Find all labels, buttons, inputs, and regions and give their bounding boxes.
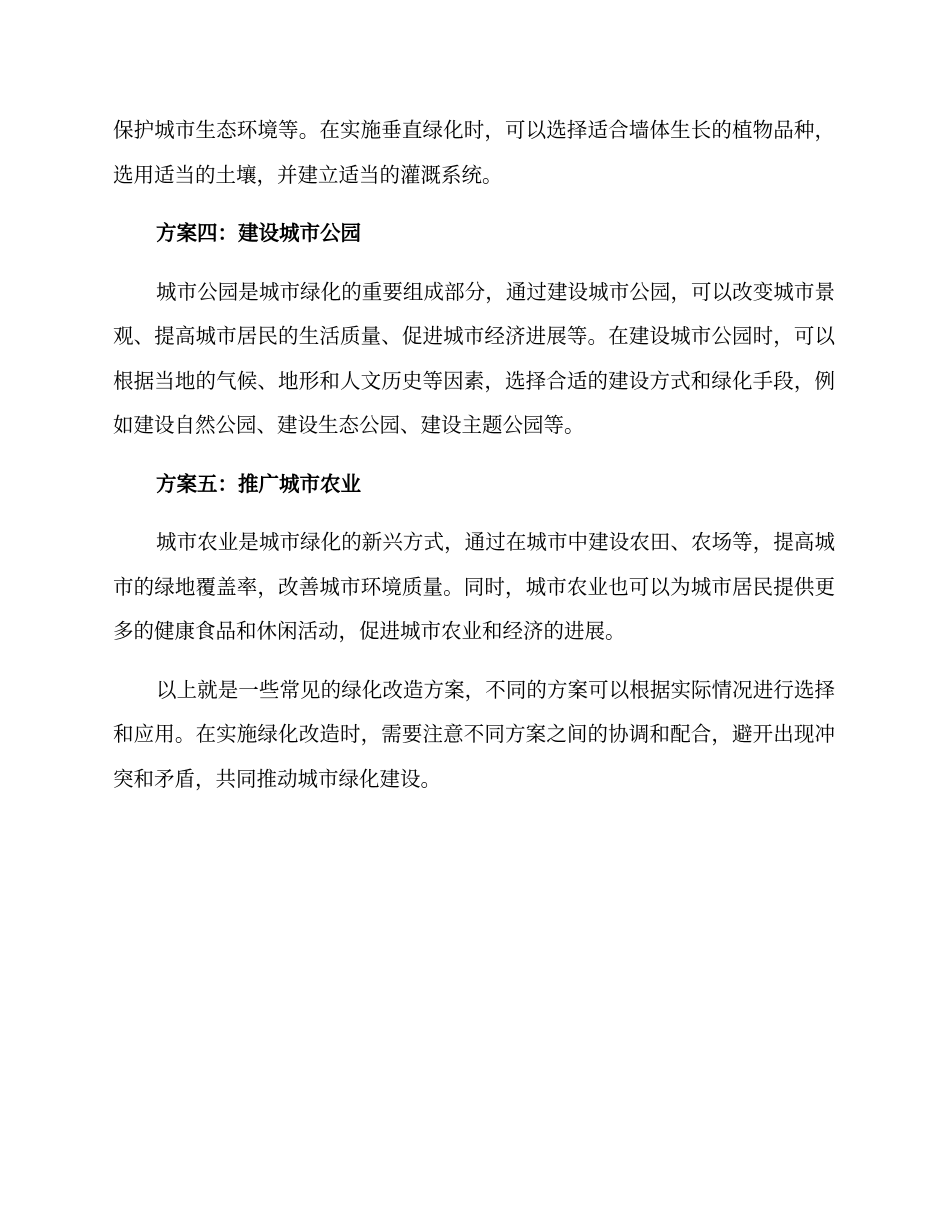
paragraph-city-park: 城市公园是城市绿化的重要组成部分，通过建设城市公园，可以改变城市景观、提高城市居民的生活质量、促进城市经济进展等。在建设城市公园时，可以根据当地的气候、地形和人文历史等因素，选择合适的建设方式和绿化手段，例如建设自然公园、建设生态公园、建设主题公园等。 [113, 279, 835, 437]
heading-plan-four: 方案四：建设城市公园 [156, 221, 361, 245]
document-body [113, 108, 835, 801]
paragraph-vertical-greening-end: 保护城市生态环境等。在实施垂直绿化时，可以选择适合墙体生长的植物品种，选用适当的土壤，并建立适当的灌溉系统。 [113, 118, 835, 187]
heading-plan-five: 方案五：推广城市农业 [156, 471, 361, 496]
paragraph-conclusion: 以上就是一些常见的绿化改造方案，不同的方案可以根据实际情况进行选择和应用。在实施绿化改造时，需要注意不同方案之间的协调和配合，避开出现冲突和矛盾，共同推动城市绿化建设。 [113, 677, 835, 791]
paragraph-urban-agriculture: 城市农业是城市绿化的新兴方式，通过在城市中建设农田、农场等，提高城市的绿地覆盖率，改善城市环境质量。同时，城市农业也可以为城市居民提供更多的健康食品和休闲活动，促进城市农业和经济的进展。 [113, 530, 835, 643]
